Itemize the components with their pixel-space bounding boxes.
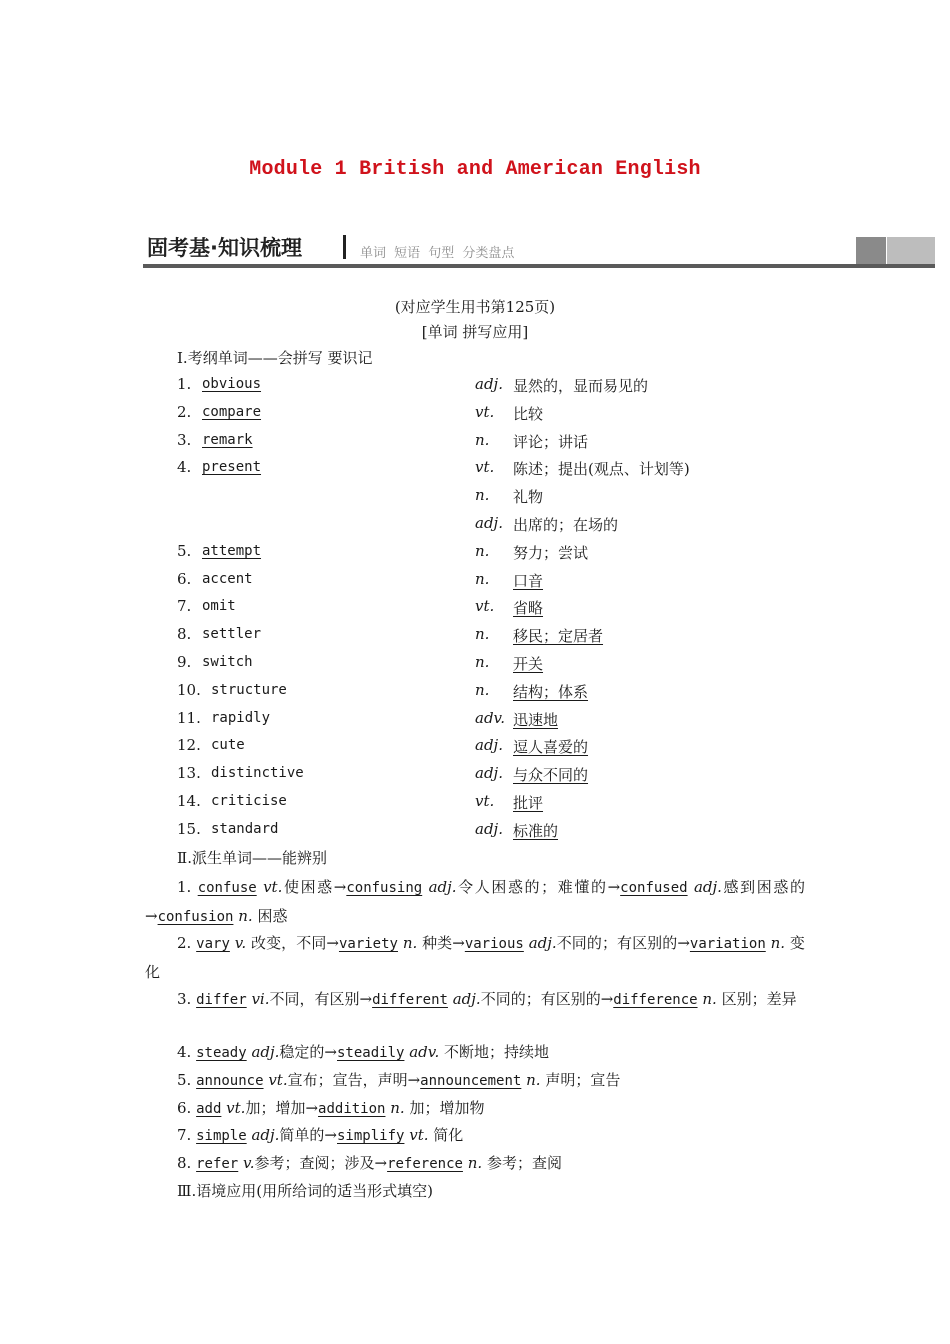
vocab-pos: vt. (475, 402, 495, 421)
pos: adj. (452, 990, 481, 1008)
pos: adj. (251, 1126, 280, 1145)
derivation-item (177, 1041, 549, 1062)
meaning: 不同的；有区别的→ (480, 990, 614, 1008)
word: different (372, 992, 448, 1008)
vocab-number: 7. (177, 597, 192, 616)
meaning: 简化 (433, 1126, 464, 1145)
meaning: 参考；查阅；涉及→ (254, 1154, 388, 1173)
item-number: 3. (177, 990, 192, 1008)
word: steady (196, 1045, 247, 1061)
item-number: 1. (177, 878, 192, 896)
pos: vt. (263, 878, 283, 896)
pos: n. (526, 1070, 541, 1089)
word: confused (620, 880, 688, 896)
vocab-meaning: 陈述；提出(观点、计划等) (513, 460, 690, 479)
vocab-number: 8. (177, 625, 192, 644)
derivation-item (177, 1124, 463, 1145)
word: vary (196, 936, 230, 952)
vocab-pos: adj. (475, 514, 503, 532)
banner-rule (143, 264, 935, 268)
vocab-number: 4. (177, 458, 192, 477)
meaning: 变化 (145, 934, 805, 981)
vocab-word: distinctive (211, 765, 304, 782)
vocab-number: 6. (177, 569, 192, 588)
vocab-pos: vt. (475, 792, 495, 810)
vocab-meaning: 标准的 (513, 821, 559, 840)
vocab-pos: adj. (475, 736, 503, 755)
vocab-pos: n. (475, 680, 490, 699)
meaning: 宣布；宣告，声明→ (287, 1070, 421, 1089)
vocab-meaning: 逗人喜爱的 (513, 738, 589, 757)
vocab-number: 9. (177, 653, 192, 671)
vocab-number: 12. (177, 736, 201, 755)
vocab-number: 13. (177, 764, 201, 783)
item-number: 8. (177, 1154, 192, 1173)
derivation-item (177, 1152, 562, 1173)
meaning: 参考；查阅 (486, 1154, 562, 1173)
pos: vt. (268, 1070, 288, 1089)
derivation-item (177, 1069, 620, 1090)
item-number: 7. (177, 1126, 192, 1145)
vocab-pos: vt. (475, 597, 495, 616)
vocab-number: 1. (177, 375, 192, 393)
derivation-item (145, 985, 805, 1014)
vocab-pos: adv. (475, 708, 506, 727)
word: reference (387, 1156, 463, 1173)
meaning: 困惑 (257, 907, 288, 925)
word: simple (196, 1128, 247, 1145)
vocab-word: obvious (202, 376, 262, 392)
vocab-word: rapidly (211, 709, 271, 726)
vocab-meaning: 努力；尝试 (513, 543, 589, 562)
word: differ (196, 992, 247, 1008)
vocab-pos: n. (475, 430, 490, 449)
vocab-number: 10. (177, 680, 201, 699)
word: steadily (337, 1045, 405, 1061)
word: refer (196, 1156, 239, 1173)
item-number: 4. (177, 1043, 192, 1061)
pos: n. (238, 907, 253, 925)
meaning: 加；增加→ (245, 1098, 319, 1117)
derivation-item (177, 1097, 484, 1118)
banner-decoration-light (887, 237, 935, 264)
vocab-word: attempt (202, 542, 262, 559)
vocab-pos: adj. (475, 375, 503, 393)
pos: n. (402, 934, 418, 952)
pos: n. (390, 1098, 405, 1117)
meaning: 不同，有区别→ (269, 990, 373, 1008)
vocab-number: 11. (177, 708, 201, 727)
banner-heading: 固考基·知识梳理 (147, 236, 302, 260)
word: confusing (346, 880, 423, 896)
vocab-number: 5. (177, 541, 192, 560)
vocab-number: 14. (177, 792, 201, 810)
vocab-pos: adj. (475, 764, 503, 783)
vocab-word: switch (202, 654, 253, 670)
vocab-word: accent (202, 570, 253, 587)
part3-heading: Ⅲ.语境应用(用所给词的适当形式填空) (177, 1182, 433, 1200)
vocab-meaning: 礼物 (513, 488, 544, 507)
vocab-pos: n. (475, 653, 490, 671)
vocab-meaning: 显然的，显而易见的 (513, 377, 649, 395)
pos: vt. (226, 1098, 246, 1117)
item-number: 2. (177, 934, 192, 952)
vocab-meaning: 批评 (513, 794, 544, 812)
pos: adj. (693, 878, 722, 896)
meaning: 不同的；有区别的→ (556, 934, 690, 952)
pos: adv. (409, 1043, 440, 1061)
vocab-pos: n. (475, 625, 490, 644)
vocab-meaning: 开关 (513, 655, 544, 673)
vocab-meaning: 评论；讲话 (513, 432, 589, 451)
vocab-word: settler (202, 626, 262, 643)
vocab-word: standard (211, 820, 279, 837)
pos: n. (467, 1154, 483, 1173)
vocab-word: criticise (211, 793, 287, 809)
meaning: 不断地；持续地 (444, 1043, 550, 1061)
pos: vt. (409, 1126, 429, 1145)
meaning: 加；增加物 (409, 1098, 485, 1117)
meaning: 感到困惑的→ (145, 878, 805, 925)
pos: vi. (251, 990, 270, 1008)
pos: n. (702, 990, 717, 1008)
vocab-pos: n. (475, 541, 490, 560)
meaning: 声明；宣告 (545, 1070, 621, 1089)
vocab-word: cute (211, 737, 245, 754)
page-reference: (对应学生用书第125页) (394, 298, 556, 316)
vocab-meaning: 移民；定居者 (513, 627, 604, 646)
word: confusion (157, 909, 234, 925)
part1-heading: Ⅰ.考纲单词——会拼写 要识记 (177, 349, 373, 367)
banner-decoration-dark (856, 237, 886, 264)
item-number: 6. (177, 1098, 192, 1117)
vocab-word: structure (211, 681, 287, 698)
vocab-word: present (202, 459, 262, 476)
vocab-word: omit (202, 598, 236, 615)
vocab-meaning: 与众不同的 (513, 766, 589, 785)
pos: adj. (428, 878, 457, 896)
section-label: [单词 拼写应用] (421, 323, 529, 341)
vocab-meaning: 口音 (513, 571, 544, 590)
vocab-meaning: 省略 (513, 599, 544, 618)
vocab-pos: n. (475, 486, 490, 505)
derivation-item (145, 873, 805, 931)
page-title: Module 1 British and American English (249, 158, 701, 181)
vocab-meaning: 比较 (513, 404, 544, 423)
word: announcement (420, 1072, 522, 1089)
word: simplify (337, 1128, 405, 1145)
vocab-word: compare (202, 403, 262, 420)
word: variation (689, 936, 766, 952)
vocab-meaning: 迅速地 (513, 710, 559, 729)
banner-divider (343, 235, 346, 259)
vocab-meaning: 出席的；在场的 (513, 516, 619, 534)
item-number: 5. (177, 1070, 192, 1089)
vocab-pos: vt. (475, 458, 495, 477)
vocab-pos: adj. (475, 819, 503, 838)
derivation-item (145, 929, 805, 986)
vocab-number: 15. (177, 819, 201, 838)
word: variety (338, 936, 398, 952)
meaning: 改变，不同→ (251, 934, 339, 952)
vocab-word: remark (202, 431, 253, 448)
word: difference (613, 992, 698, 1008)
word: confuse (197, 880, 257, 896)
pos: adj. (251, 1043, 280, 1061)
vocab-number: 2. (177, 402, 192, 421)
meaning: 简单的→ (279, 1126, 337, 1145)
meaning: 使困惑→ (282, 878, 347, 896)
word: announce (196, 1072, 264, 1089)
pos: v. (234, 934, 247, 952)
meaning: 稳定的→ (279, 1043, 337, 1061)
banner-subheading: 单词 短语 句型 分类盘点 (360, 246, 515, 261)
word: addition (318, 1100, 386, 1117)
part2-heading: Ⅱ.派生单词——能辨别 (177, 849, 327, 867)
meaning: 区别；差异 (721, 990, 797, 1008)
vocab-number: 3. (177, 430, 192, 449)
meaning: 令人困惑的；难懂的→ (456, 878, 621, 896)
word: add (196, 1100, 222, 1117)
vocab-meaning: 结构；体系 (513, 682, 589, 701)
pos: v. (243, 1154, 255, 1173)
vocab-pos: n. (475, 569, 490, 588)
word: various (464, 936, 524, 952)
pos: adj. (528, 934, 557, 952)
pos: n. (770, 934, 786, 952)
meaning: 种类→ (422, 934, 465, 952)
